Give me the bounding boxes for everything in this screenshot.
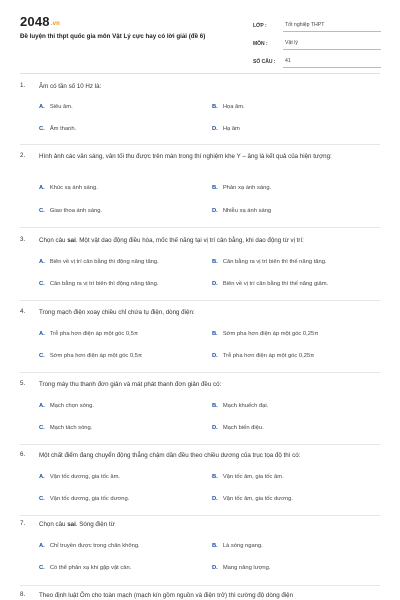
option-a[interactable] xyxy=(39,104,73,110)
question-divider xyxy=(20,515,380,516)
option-text: Sớm pha hơn điện áp một góc 0,5π xyxy=(49,353,142,359)
option-letter: B. xyxy=(212,543,218,549)
question-number: 8. xyxy=(20,591,26,598)
option-text: Biên về vị trí cân bằng thì động năng tăng. xyxy=(49,259,159,265)
option-letter: C. xyxy=(39,565,45,571)
question-number: 6. xyxy=(20,451,26,458)
option-text: Mạch khuếch đại. xyxy=(222,403,269,409)
option-letter: D. xyxy=(212,425,218,431)
question-divider xyxy=(20,144,380,145)
option-text: Vận tốc dương, gia tốc dương. xyxy=(49,496,130,502)
option-b[interactable] xyxy=(212,259,327,265)
question-number: 5. xyxy=(20,380,26,387)
option-text: Sớm pha hơn điện áp một góc 0,25π xyxy=(222,331,319,337)
option-c[interactable] xyxy=(39,496,129,502)
question-divider xyxy=(20,300,380,301)
option-d[interactable] xyxy=(212,353,314,359)
document-meta xyxy=(253,14,381,68)
option-letter: D. xyxy=(212,281,218,287)
option-d[interactable] xyxy=(212,208,271,214)
option-text: Siêu âm. xyxy=(49,104,73,110)
question-text xyxy=(39,451,380,462)
option-c[interactable] xyxy=(39,565,131,571)
option-text: Mạch biến điệu. xyxy=(222,425,264,431)
question-text xyxy=(39,82,380,93)
question-text-part: Chọn câu xyxy=(39,237,68,244)
option-letter: C. xyxy=(39,281,45,287)
question-text-emphasis: sai xyxy=(67,521,76,528)
question-number: 4. xyxy=(20,308,26,315)
option-letter: A. xyxy=(39,331,45,337)
option-text: Vận tốc dương, gia tốc âm. xyxy=(49,474,121,480)
question-divider xyxy=(20,372,380,373)
question-text xyxy=(39,152,380,163)
option-d[interactable] xyxy=(212,281,328,287)
meta-row-count xyxy=(253,50,381,68)
option-a[interactable] xyxy=(39,474,120,480)
question-number: 3. xyxy=(20,236,26,243)
question-text-part: Trong máy thu thanh đơn giản và mát phát thanh đơn giản đều có: xyxy=(39,381,222,388)
option-c[interactable] xyxy=(39,281,158,287)
option-letter: C. xyxy=(39,496,45,502)
logo-suffix: .vn xyxy=(50,21,61,27)
option-letter: B. xyxy=(212,331,218,337)
option-b[interactable] xyxy=(212,543,263,549)
question-divider xyxy=(20,585,380,586)
option-letter: C. xyxy=(39,126,45,132)
meta-label: SỐ CÂU : xyxy=(253,59,276,65)
option-letter: D. xyxy=(212,208,218,214)
question-number: 7. xyxy=(20,520,26,527)
option-letter: B. xyxy=(212,403,218,409)
option-text: Chỉ truyền được trong chân không. xyxy=(49,543,140,549)
meta-value: Vật lý xyxy=(283,40,381,50)
meta-row-subject xyxy=(253,32,381,50)
option-b[interactable] xyxy=(212,474,284,480)
option-text: Biên về vị trí cân bằng thì thế năng giảm. xyxy=(222,281,329,287)
option-b[interactable] xyxy=(212,185,271,191)
option-text: Mạch tách sóng. xyxy=(49,425,93,431)
question-text xyxy=(39,236,380,247)
option-letter: A. xyxy=(39,185,45,191)
meta-row-class xyxy=(253,14,381,32)
option-a[interactable] xyxy=(39,331,138,337)
option-letter: A. xyxy=(39,474,45,480)
option-text: Trễ pha hơn điện áp một góc 0,5π xyxy=(49,331,138,337)
meta-label: MÔN : xyxy=(253,41,268,47)
question-number: 1. xyxy=(20,82,26,89)
option-letter: D. xyxy=(212,126,218,132)
document-title: Đề luyện thi thpt quốc gia môn Vật Lý cực hay có lời giải (đề 6) xyxy=(20,33,206,40)
option-c[interactable] xyxy=(39,126,76,132)
option-letter: A. xyxy=(39,104,45,110)
option-c[interactable] xyxy=(39,425,92,431)
meta-value: 41 xyxy=(283,58,381,68)
meta-label: LỚP : xyxy=(253,23,267,29)
question-text-part: . Một vật dao động điều hòa, mốc thế năng tại vị trí cân bằng, khi dao động từ vị trí: xyxy=(75,237,304,244)
question-text-part: Hình ảnh các vân sáng, vân tối thu được trên màn trong thí nghiệm khe Y – âng là kết quả của hiện tượng: xyxy=(39,153,332,160)
option-letter: B. xyxy=(212,259,218,265)
option-text: Phản xạ ánh sáng. xyxy=(222,185,272,191)
option-text: Vận tốc âm, gia tốc dương. xyxy=(222,496,294,502)
option-letter: C. xyxy=(39,425,45,431)
option-text: Cân bằng ra vị trí biên thì thế năng tăng. xyxy=(222,259,327,265)
option-text: Họa âm. xyxy=(222,104,245,110)
option-a[interactable] xyxy=(39,185,98,191)
option-text: Hạ âm xyxy=(222,126,240,132)
option-letter: A. xyxy=(39,259,45,265)
option-text: Khúc xạ ánh sáng. xyxy=(49,185,98,191)
meta-value: Tốt nghiệp THPT xyxy=(283,22,381,32)
option-a[interactable] xyxy=(39,259,159,265)
question-text-part: Một chất điểm đang chuyển động thẳng chậm dần đều theo chiều dương của trục tọa độ thì có: xyxy=(39,452,301,459)
question-number: 2. xyxy=(20,152,26,159)
question-text xyxy=(39,520,380,531)
option-letter: D. xyxy=(212,496,218,502)
question-divider xyxy=(20,227,380,228)
option-text: Là sóng ngang. xyxy=(222,543,263,549)
option-text: Mang năng lượng. xyxy=(222,565,271,571)
option-text: Trễ pha hơn điện áp một góc 0,25π xyxy=(222,353,315,359)
option-text: Vận tốc âm, gia tốc âm. xyxy=(222,474,284,480)
question-text xyxy=(39,308,380,319)
question-text-part: . Sóng điện từ xyxy=(75,521,115,528)
option-d[interactable] xyxy=(212,126,240,132)
option-letter: C. xyxy=(39,353,45,359)
option-letter: C. xyxy=(39,208,45,214)
header-divider xyxy=(20,73,380,74)
option-letter: B. xyxy=(212,104,218,110)
option-text: Nhiễu xạ ánh sáng xyxy=(222,208,272,214)
option-c[interactable] xyxy=(39,208,102,214)
logo-text: 2048 xyxy=(20,14,50,29)
document-header xyxy=(0,0,400,68)
question-text-part: Chọn câu xyxy=(39,521,68,528)
option-d[interactable] xyxy=(212,496,293,502)
question-text xyxy=(39,591,380,600)
option-a[interactable] xyxy=(39,543,140,549)
option-d[interactable] xyxy=(212,565,270,571)
option-text: Giao thoa ánh sáng. xyxy=(49,208,103,214)
option-b[interactable] xyxy=(212,104,245,110)
site-logo[interactable] xyxy=(20,14,60,29)
option-letter: A. xyxy=(39,403,45,409)
option-d[interactable] xyxy=(212,425,264,431)
option-text: Có thể phản xạ khi gặp vật cản. xyxy=(49,565,132,571)
question-text-part: Theo định luật Ôm cho toàn mạch (mạch kín gồm nguồn và điện trở) thì cường độ dòng điện xyxy=(39,592,294,599)
option-c[interactable] xyxy=(39,353,142,359)
option-letter: B. xyxy=(212,185,218,191)
question-divider xyxy=(20,444,380,445)
option-text: Mạch chọn sóng. xyxy=(49,403,94,409)
option-b[interactable] xyxy=(212,403,268,409)
option-letter: D. xyxy=(212,565,218,571)
question-text xyxy=(39,380,380,391)
option-letter: B. xyxy=(212,474,218,480)
option-b[interactable] xyxy=(212,331,318,337)
option-text: Cân bằng ra vị trí biên thì động năng tăng. xyxy=(49,281,159,287)
option-letter: A. xyxy=(39,543,45,549)
option-text: Âm thanh. xyxy=(49,126,77,132)
option-a[interactable] xyxy=(39,403,94,409)
question-text-part: Trong mạch điện xoay chiều chỉ chứa tụ điện, dòng điện: xyxy=(39,309,195,316)
option-letter: D. xyxy=(212,353,218,359)
question-text-part: Âm có tần số 10 Hz là: xyxy=(39,83,102,90)
question-text-emphasis: sai xyxy=(67,237,76,244)
